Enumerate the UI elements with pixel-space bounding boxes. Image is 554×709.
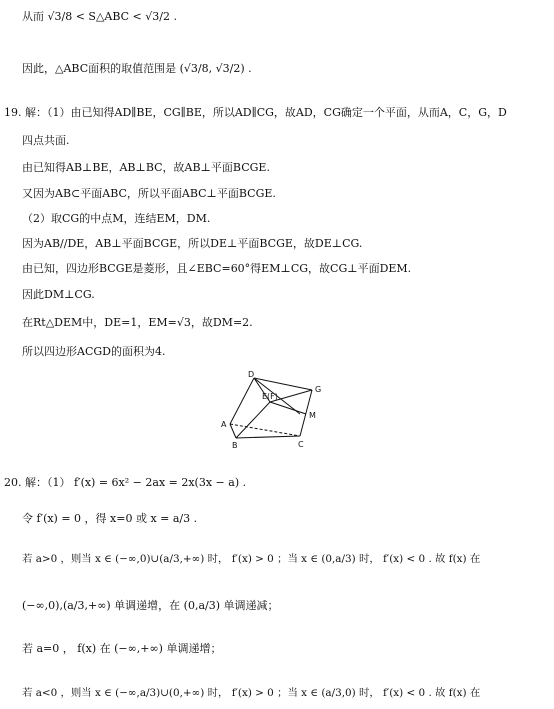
q20-line-2: 令 f′(x) = 0 ，得 x=0 或 x = a/3 . (22, 512, 198, 525)
edge-EM (270, 402, 306, 414)
q20-line-5: 若 a=0 ， f(x) 在 (−∞,+∞) 单调递增； (22, 642, 222, 655)
edge-DA (230, 378, 254, 424)
q20-line-3: 若 a>0 ，则当 x ∈ (−∞,0)∪(a/3,+∞) 时， f′(x) > 0 ；当 x ∈ (0,a/3) 时， f′(x) < 0 . 故 f(x) 在 (22, 553, 481, 565)
line-range-conclusion: 因此，△ABC面积的取值范围是 (√3/8, √3/2) . (22, 62, 252, 75)
q20-line-4: (−∞,0),(a/3,+∞) 单调递增，在 (0,a/3) 单调递减； (22, 599, 279, 612)
q19-line-5: （2）取CG的中点M，连结EM，DM. (22, 212, 211, 225)
geometry-figure (214, 368, 334, 454)
q20-line-1: 20. 解：（1） f′(x) = 6x² − 2ax = 2x(3x − a) . (4, 476, 247, 489)
q19-line-4: 又因为AB⊂平面ABC，所以平面ABC⊥平面BCGE. (22, 187, 276, 200)
label-A: A (221, 420, 227, 429)
q19-line-10: 所以四边形ACGD的面积为4. (22, 345, 166, 358)
q19-line-1: 19. 解：（1）由已知得AD∥BE，CG∥BE，所以AD∥CG，故AD，CG确定一个平面，从而A，C，G，D (4, 106, 507, 119)
q19-line-7: 由已知，四边形BCGE是菱形，且∠EBC=60°得EM⊥CG，故CG⊥平面DEM. (22, 262, 412, 275)
label-EF: E(F) (262, 392, 278, 401)
label-D: D (248, 370, 255, 379)
edge-EB (236, 402, 270, 438)
edge-BC (236, 436, 300, 438)
q20-line-6: 若 a<0 ，则当 x ∈ (−∞,a/3)∪(0,+∞) 时， f′(x) > 0 ；当 x ∈ (a/3,0) 时， f′(x) < 0 . 故 f(x) 在 (22, 687, 481, 699)
edge-DG (254, 378, 312, 390)
q19-line-9: 在Rt△DEM中，DE=1，EM=√3，故DM=2. (22, 316, 253, 329)
label-B: B (232, 441, 238, 450)
edge-AC-hidden (230, 424, 300, 436)
q19-line-6: 因为AB//DE，AB⊥平面BCGE，所以DE⊥平面BCGE，故DE⊥CG. (22, 237, 363, 250)
label-M: M (309, 411, 316, 420)
label-C: C (298, 440, 304, 449)
q19-line-2: 四点共面. (22, 134, 70, 147)
line-range-ineq: 从而 √3/8 < S△ABC < √3/2 . (22, 10, 177, 23)
q19-line-3: 由已知得AB⊥BE，AB⊥BC，故AB⊥平面BCGE. (22, 161, 270, 174)
label-G: G (315, 385, 322, 394)
q19-line-8: 因此DM⊥CG. (22, 288, 95, 301)
edge-AB (230, 424, 236, 438)
